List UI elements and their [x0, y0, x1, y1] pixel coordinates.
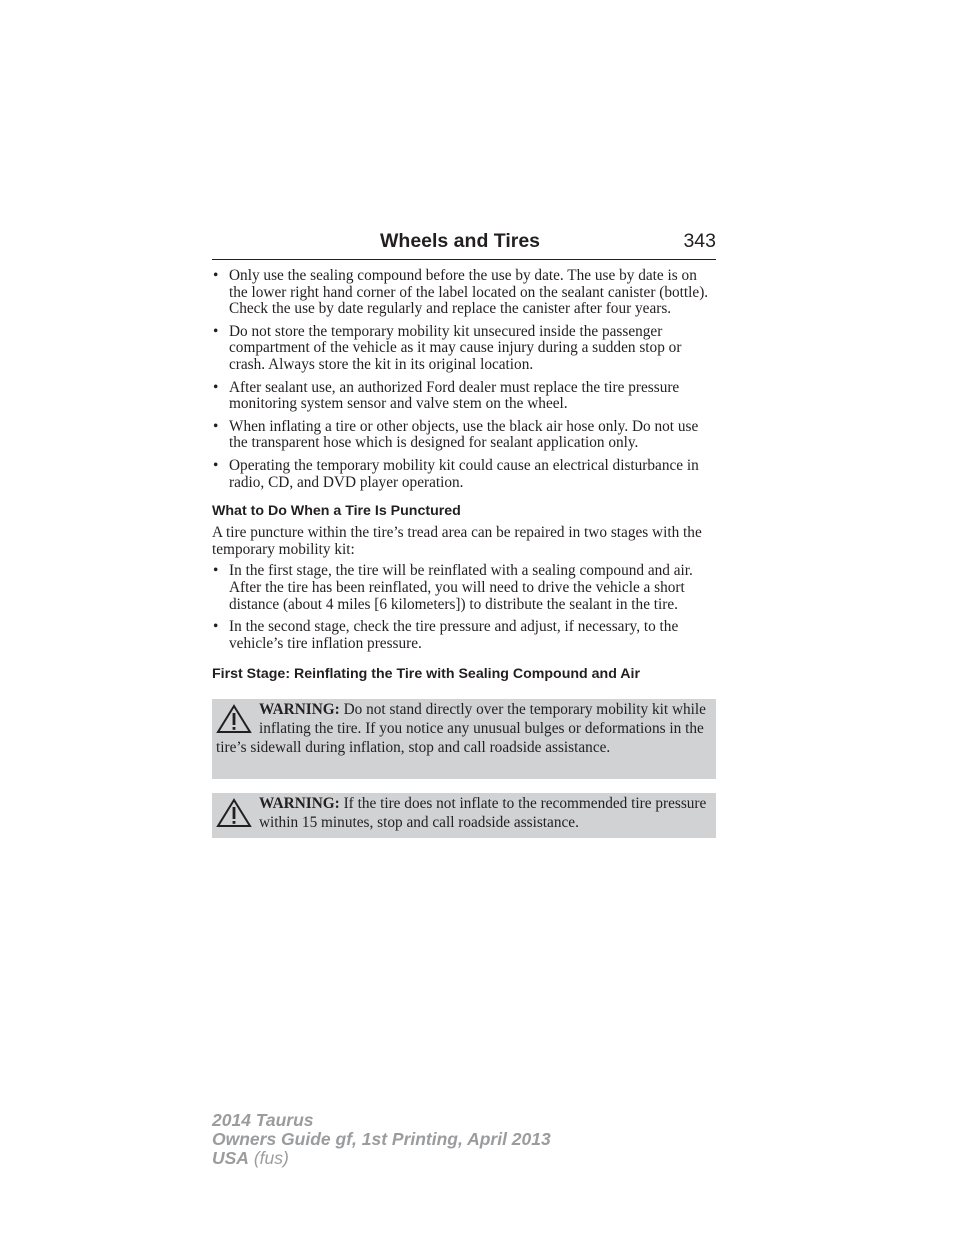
intro-paragraph: A tire puncture within the tire’s tread area can be repaired in two stages with the temporary mobility kit:	[212, 524, 702, 558]
warning-box	[212, 793, 716, 838]
warning-text: If the tire does not inflate to the recommended tire pressure within 15 minutes, stop and call roadside assistance.	[259, 795, 707, 832]
list-item: • Do not store the temporary mobility kit unsecured inside the passenger compartment of the vehicle as it may cause injury during a sudden stop or crash. Always store the kit in its original location.	[212, 324, 716, 374]
page-number: 343	[683, 230, 716, 252]
warning-triangle-icon	[216, 798, 252, 828]
warning-box	[212, 699, 716, 779]
warning-label: WARNING:	[259, 795, 340, 813]
list-item: • When inflating a tire or other objects, use the black air hose only. Do not use the transparent hose which is designed for sealant application only.	[212, 419, 716, 452]
list-item: • Only use the sealing compound before the use by date. The use by date is on the lower right hand corner of the label located on the sealant canister (bottle). Check the use by date regularly and replace the canister after four years.	[212, 268, 716, 318]
warning-text: Do not stand directly over the temporary mobility kit while inflating the tire. If you notice any unusual bulges or deformations in the tire’s sidewall during inflation, stop and call roadside assistance.	[216, 701, 706, 757]
page-footer	[212, 1111, 551, 1168]
warning-label: WARNING:	[259, 701, 340, 719]
list-item: • In the second stage, check the tire pressure and adjust, if necessary, to the vehicle’s tire inflation pressure.	[212, 619, 716, 652]
section-title: Wheels and Tires	[380, 230, 541, 252]
subheading-first-stage: First Stage: Reinflating the Tire with Sealing Compound and Air	[212, 666, 641, 683]
footer-guide: Owners Guide gf, 1st Printing, April 2013	[212, 1129, 551, 1149]
footer-region-line	[212, 1149, 551, 1168]
page-content	[212, 268, 716, 838]
footer-region-code: (fus)	[253, 1148, 289, 1168]
footer-region: USA	[212, 1148, 249, 1168]
footer-model: 2014 Taurus	[212, 1110, 314, 1130]
subheading-punctured: What to Do When a Tire Is Punctured	[212, 503, 461, 520]
warning-triangle-icon	[216, 704, 252, 734]
page-header	[212, 229, 716, 260]
stages-list	[212, 563, 716, 652]
list-item: • Operating the temporary mobility kit could cause an electrical disturbance in radio, CD, and DVD player operation.	[212, 458, 716, 491]
list-item: • In the first stage, the tire will be reinflated with a sealing compound and air. After the tire has been reinflated, you will need to drive the vehicle a short distance (about 4 miles [6 kilometers]) to distribute the sealant in the tire.	[212, 563, 716, 613]
precautions-list	[212, 268, 716, 491]
list-item: • After sealant use, an authorized Ford dealer must replace the tire pressure monitoring system sensor and valve stem on the wheel.	[212, 380, 716, 413]
